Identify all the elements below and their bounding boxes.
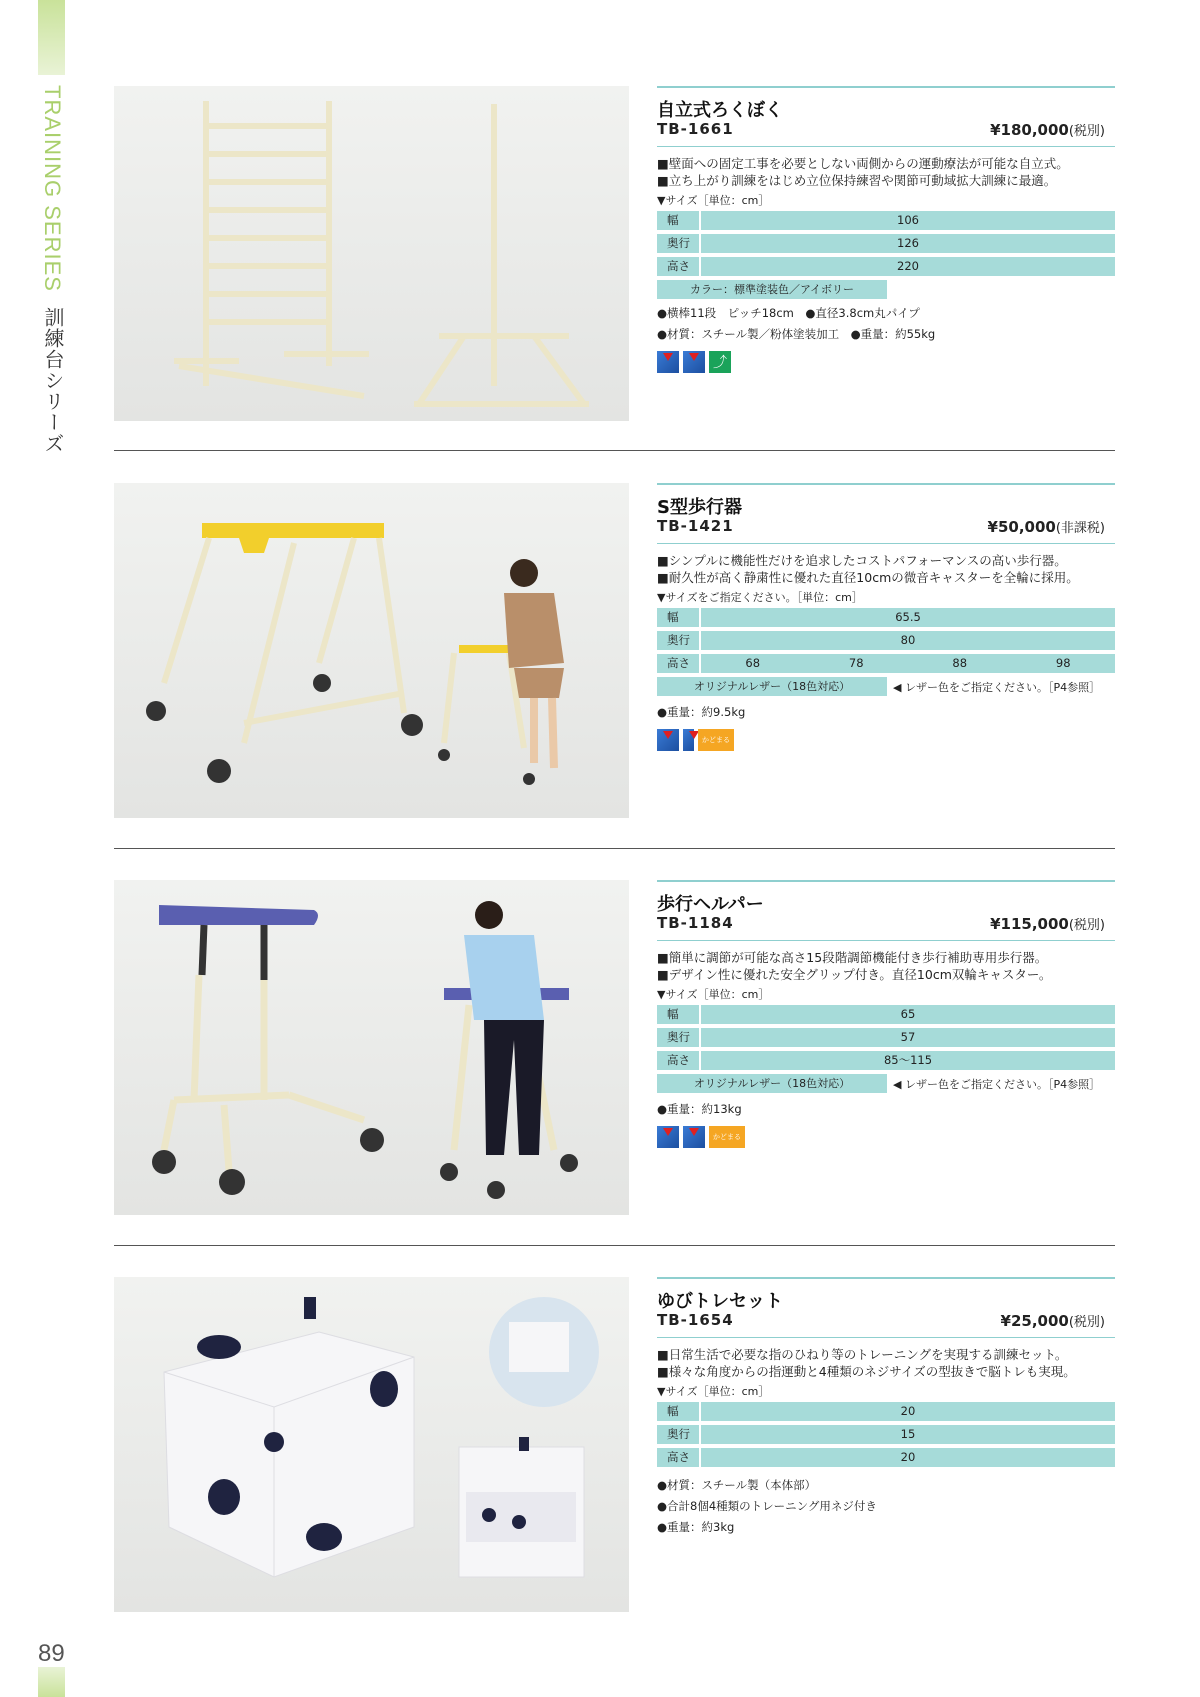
option-note: ◀ レザー色をご指定ください。［P4参照］: [893, 680, 1101, 694]
size-label: 奥行: [657, 631, 701, 650]
product-name: S型歩行器: [657, 497, 742, 518]
walker-illustration: [114, 483, 629, 818]
caster-icon: [657, 1126, 679, 1148]
feature-icons: [657, 729, 1115, 751]
size-row: [657, 257, 1115, 276]
product-code: TB-1421: [657, 517, 734, 535]
size-label: 奥行: [657, 1028, 701, 1047]
product-code: TB-1661: [657, 120, 734, 138]
product-info: [657, 483, 1115, 751]
info-rule: [657, 880, 1115, 882]
product-name: 歩行ヘルパー: [657, 894, 764, 915]
product-info: [657, 1277, 1115, 1538]
spec-line: ●重量：約13kg: [657, 1102, 742, 1116]
product-code: TB-1184: [657, 914, 734, 932]
size-value: 126: [897, 236, 919, 250]
page-number: 89: [38, 1640, 65, 1667]
size-row: [657, 631, 1115, 650]
person-figure: [504, 559, 564, 768]
info-rule: [657, 543, 1115, 544]
spec-line: ●横棒11段 ピッチ18cm ●直径3.8cm丸パイプ: [657, 306, 920, 320]
size-option: 98: [1055, 656, 1071, 670]
product-card: [114, 1277, 1115, 1612]
section-divider: [114, 450, 1115, 451]
spec-line: ●重量：約3kg: [657, 1520, 735, 1534]
size-value: 65.5: [895, 610, 921, 624]
size-value: 15: [900, 1427, 916, 1441]
tax-note: (非課税): [1055, 521, 1105, 536]
person-figure: [464, 901, 544, 1155]
spec-line: ●材質：スチール製（本体部）: [657, 1478, 817, 1492]
size-caption: ▼サイズ［単位：cm］: [657, 988, 770, 1001]
spec-line: ●材質：スチール製／粉体塗装加工 ●重量：約55kg: [657, 327, 936, 341]
leather-chip: オリジナルレザー（18色対応）: [657, 1074, 887, 1093]
size-option: 88: [952, 656, 968, 670]
size-value: 57: [900, 1030, 916, 1044]
size-caption: ▼サイズをご指定ください。［単位：cm］: [657, 591, 863, 604]
size-label: 幅: [657, 1005, 701, 1024]
price-value: ¥25,000: [1000, 1312, 1069, 1330]
caster-icon: [683, 351, 705, 373]
size-label: 奥行: [657, 1425, 701, 1444]
info-rule: [657, 1277, 1115, 1279]
size-value: 220: [897, 259, 919, 273]
kadomaru-icon: かどまる: [709, 1126, 745, 1148]
feature-icons: [657, 1126, 1115, 1148]
tax-note: (税別): [1068, 1315, 1105, 1330]
walking-helper-illustration: [114, 880, 629, 1215]
product-card: [114, 483, 1115, 818]
size-row: [657, 1028, 1115, 1047]
caster-icon: [683, 1126, 705, 1148]
code-price-row: [657, 517, 1115, 537]
size-options: [701, 654, 1115, 673]
description-line: ■デザイン性に優れた安全グリップ付き。直径10cm双輪キャスター。: [657, 967, 1052, 982]
option-row: [657, 1074, 1115, 1093]
tax-note: (税別): [1068, 124, 1105, 139]
caster-icon: [657, 351, 679, 373]
product-name: ゆびトレセット: [657, 1291, 783, 1312]
code-price-row: [657, 1311, 1115, 1331]
product-price: [990, 120, 1105, 140]
size-label: 幅: [657, 211, 701, 230]
size-value: 85〜115: [883, 1053, 933, 1067]
product-photo: [114, 1277, 629, 1612]
size-value: 65: [900, 1007, 916, 1021]
sidebar-accent-top: [38, 0, 65, 75]
caster-icon: [683, 729, 694, 751]
size-caption: ▼サイズ［単位：cm］: [657, 1385, 770, 1398]
size-label: 高さ: [657, 1051, 701, 1070]
size-label: 高さ: [657, 654, 701, 673]
size-row: [657, 1402, 1115, 1421]
tax-note: (税別): [1068, 918, 1105, 933]
product-info: [657, 880, 1115, 1148]
size-option: 78: [848, 656, 864, 670]
size-row: [657, 1425, 1115, 1444]
leather-chip: オリジナルレザー（18色対応）: [657, 677, 887, 696]
info-rule: [657, 146, 1115, 147]
size-row: [657, 1005, 1115, 1024]
price-value: ¥180,000: [990, 121, 1069, 139]
size-row: [657, 608, 1115, 627]
info-rule: [657, 86, 1115, 88]
size-row: [657, 1448, 1115, 1467]
product-card: [114, 86, 1115, 421]
product-photo: [114, 880, 629, 1215]
description-line: ■様々な角度からの指運動と4種類のネジサイズの型抜きで脳トレも実現。: [657, 1364, 1076, 1379]
product-photo: [114, 483, 629, 818]
option-row: [657, 280, 1115, 299]
size-option: 68: [745, 656, 761, 670]
size-row: [657, 654, 1115, 673]
stopper-icon: [709, 351, 731, 373]
product-card: [114, 880, 1115, 1215]
size-row: [657, 211, 1115, 230]
spec-line: ●重量：約9.5kg: [657, 705, 746, 719]
size-label: 奥行: [657, 234, 701, 253]
price-value: ¥115,000: [990, 915, 1069, 933]
size-caption: ▼サイズ［単位：cm］: [657, 194, 770, 207]
finger-training-illustration: [114, 1277, 629, 1612]
price-value: ¥50,000: [987, 518, 1056, 536]
info-rule: [657, 483, 1115, 485]
series-title-jp: 訓練台シリーズ: [41, 307, 63, 455]
size-label: 高さ: [657, 1448, 701, 1467]
series-title-en: TRAINING SERIES: [40, 85, 65, 292]
section-divider: [114, 848, 1115, 849]
code-price-row: [657, 120, 1115, 140]
kadomaru-icon: かどまる: [698, 729, 734, 751]
wall-bars-illustration: [114, 86, 629, 421]
size-value: 106: [897, 213, 919, 227]
size-row: [657, 234, 1115, 253]
size-row: [657, 1051, 1115, 1070]
series-title: [38, 85, 67, 454]
product-name: 自立式ろくぼく: [657, 100, 783, 121]
description-line: ■耐久性が高く静粛性に優れた直径10cmの微音キャスターを全輪に採用。: [657, 570, 1079, 585]
product-photo: [114, 86, 629, 421]
size-value: 20: [900, 1404, 916, 1418]
description-line: ■簡単に調節が可能な高さ15段階調節機能付き歩行補助専用歩行器。: [657, 950, 1048, 965]
product-price: [1001, 1311, 1105, 1331]
product-price: [990, 914, 1105, 934]
size-label: 幅: [657, 608, 701, 627]
option-row: [657, 677, 1115, 696]
info-rule: [657, 940, 1115, 941]
product-info: [657, 86, 1115, 373]
size-value: 80: [900, 633, 916, 647]
info-rule: [657, 1337, 1115, 1338]
caster-icon: [657, 729, 679, 751]
spec-line: ●合計8個4種類のトレーニング用ネジ付き: [657, 1499, 877, 1513]
size-label: 幅: [657, 1402, 701, 1421]
size-label: 高さ: [657, 257, 701, 276]
code-price-row: [657, 914, 1115, 934]
product-price: [988, 517, 1105, 537]
product-code: TB-1654: [657, 1311, 734, 1329]
description-line: ■立ち上がり訓練をはじめ立位保持練習や関節可動域拡大訓練に最適。: [657, 173, 1057, 188]
description-line: ■壁面への固定工事を必要としない両側からの運動療法が可能な自立式。: [657, 156, 1069, 171]
description-line: ■シンプルに機能性だけを追求したコストパフォーマンスの高い歩行器。: [657, 553, 1067, 568]
size-value: 20: [900, 1450, 916, 1464]
section-divider: [114, 1245, 1115, 1246]
sidebar-accent-bottom: [38, 1667, 65, 1697]
description-line: ■日常生活で必要な指のひねり等のトレーニングを実現する訓練セット。: [657, 1347, 1068, 1362]
feature-icons: [657, 351, 1115, 373]
option-note: ◀ レザー色をご指定ください。［P4参照］: [893, 1077, 1101, 1091]
color-chip: カラー：標準塗装色／アイボリー: [657, 280, 887, 299]
